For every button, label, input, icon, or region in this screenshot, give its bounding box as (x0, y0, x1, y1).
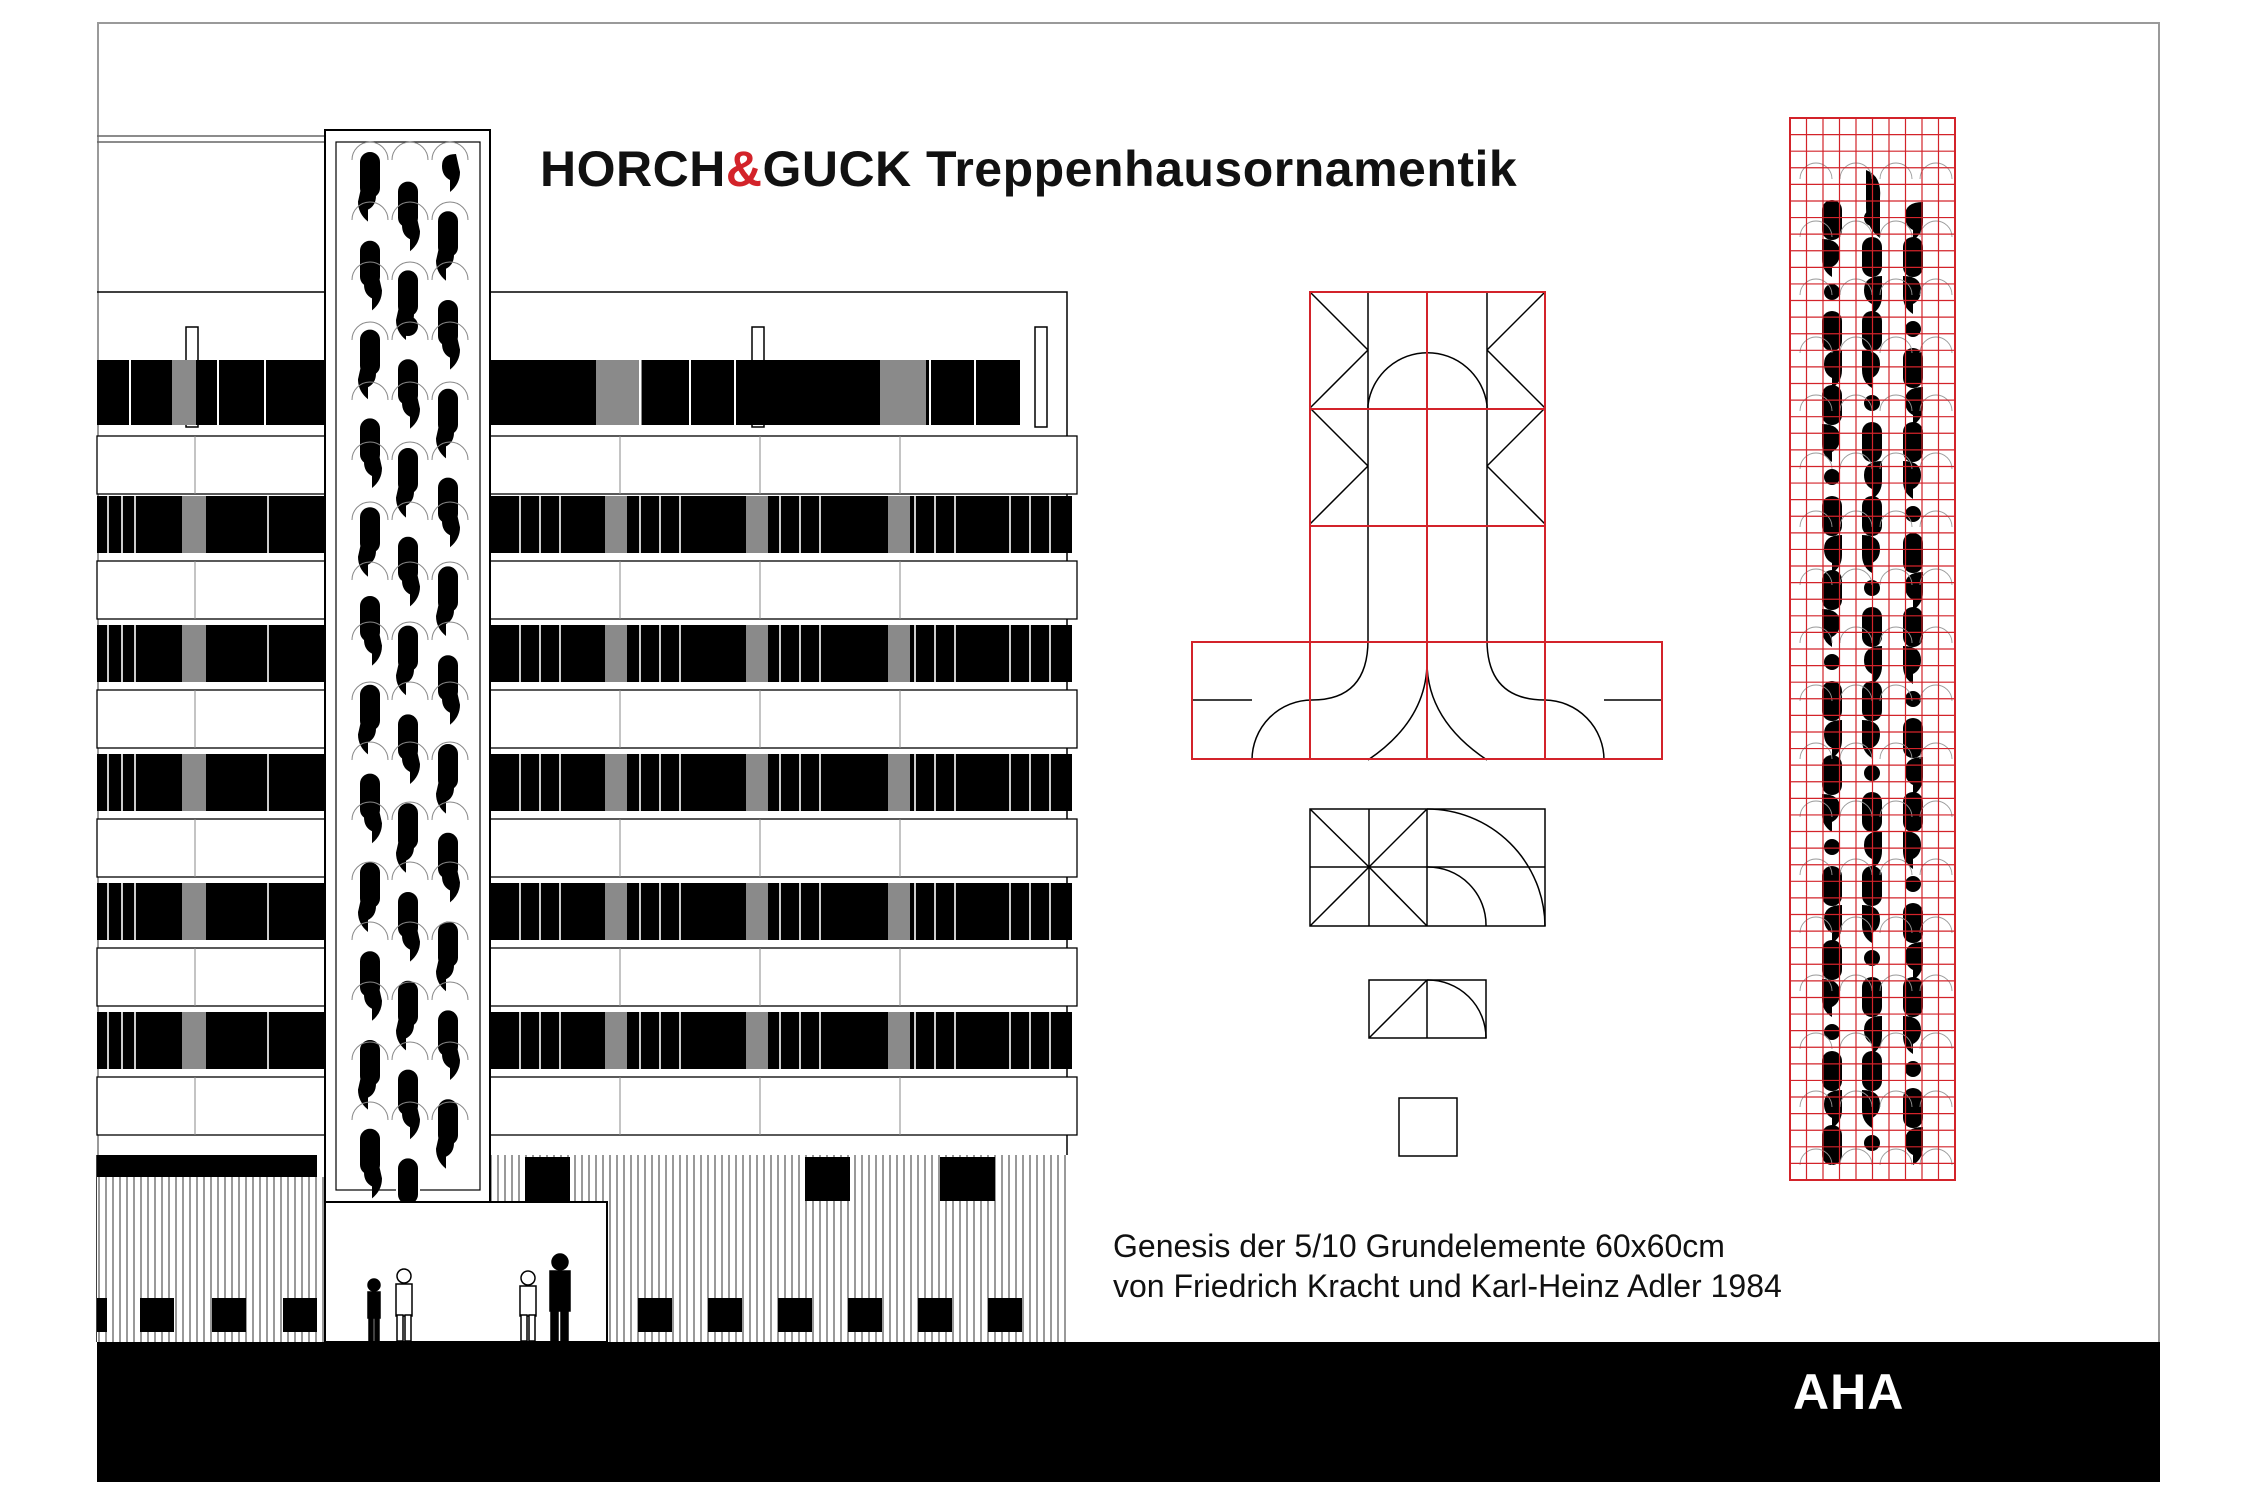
ground-window (283, 1298, 317, 1332)
gray-panel (182, 754, 206, 811)
ornament-opening (397, 1157, 419, 1205)
gray-panel (182, 496, 206, 553)
ornament-dot (1824, 839, 1840, 855)
gray-panel (746, 1012, 768, 1069)
basic-element-single (1399, 1098, 1457, 1156)
gray-panel (605, 496, 627, 553)
ornament-tracery (1920, 743, 1952, 759)
upper-window (805, 1157, 850, 1201)
ornament-drop (1905, 1127, 1923, 1165)
ornament-dot (398, 830, 418, 850)
ornament-drop (1862, 1090, 1880, 1128)
window-band (490, 360, 1020, 425)
ornament-red-grid (1790, 118, 1955, 1180)
gray-panel (880, 360, 926, 425)
gray-panel (888, 496, 910, 553)
gray-panel (605, 883, 627, 940)
gray-panel (605, 1012, 627, 1069)
ornament-dot (1905, 506, 1921, 522)
ornament-dot (1905, 321, 1921, 337)
ornament-dot (1824, 654, 1840, 670)
ornament-tracery (1800, 163, 1832, 179)
ornament-drop (1905, 757, 1923, 795)
gray-panel (746, 496, 768, 553)
basic-elements-row-4 (1310, 809, 1545, 926)
ornament-drop (1862, 350, 1880, 388)
stair-tower (325, 130, 490, 1205)
ornament-tracery (1920, 1033, 1952, 1049)
ornament-drop (1862, 535, 1880, 573)
window-band (97, 1155, 317, 1177)
spandrel-panel (97, 1077, 325, 1135)
basic-elements-row-2 (1369, 980, 1486, 1038)
page-title: HORCH&GUCK Treppenhausornamentik (540, 141, 1518, 197)
ground-window (778, 1298, 812, 1332)
genesis-t-element (1192, 292, 1662, 760)
ornament-tracery (1920, 279, 1952, 295)
ornament-drop (1822, 794, 1840, 832)
spandrel-panel (490, 819, 1077, 877)
upper-window (525, 1157, 570, 1201)
gray-panel (888, 883, 910, 940)
spandrel-panel (490, 436, 1077, 494)
spandrel-panel (490, 948, 1077, 1006)
ornament-tracery (1880, 1149, 1912, 1165)
ornament-drop (1822, 424, 1840, 462)
window-band (97, 1012, 325, 1069)
spandrel-panel (490, 561, 1077, 619)
gray-panel (182, 883, 206, 940)
ornament-grid-column (1790, 118, 1955, 1180)
ornament-drop (1866, 170, 1880, 238)
ornament-tracery (1920, 859, 1952, 875)
spandrel-panel (490, 1077, 1077, 1135)
ornament-tracery (1920, 511, 1952, 527)
gray-panel (746, 883, 768, 940)
ornament-tracery (1920, 395, 1952, 411)
spandrel-panel (490, 690, 1077, 748)
ornament-dot (398, 316, 418, 336)
gray-panel (605, 754, 627, 811)
facade-window-bands (97, 360, 1077, 1177)
gray-panel (746, 625, 768, 682)
upper-window (940, 1157, 995, 1201)
window-band (490, 496, 1072, 553)
ground-window (848, 1298, 882, 1332)
ground-window (708, 1298, 742, 1332)
caption-line-2: von Friedrich Kracht und Karl-Heinz Adler 1984 (1113, 1268, 1782, 1304)
footer-label: AHA (1793, 1364, 1905, 1420)
window-band (490, 1012, 1072, 1069)
spandrel-panel (97, 561, 325, 619)
window-band (97, 883, 325, 940)
ornament-tracery (1920, 1091, 1952, 1107)
ornament-drop (1822, 609, 1840, 647)
ornament-drop (1905, 572, 1923, 610)
gray-panel (182, 625, 206, 682)
gray-panel (605, 625, 627, 682)
title-ampersand: & (725, 141, 763, 197)
window-band (97, 360, 325, 425)
ground-window (988, 1298, 1022, 1332)
window-band (490, 754, 1072, 811)
caption-line-1: Genesis der 5/10 Grundelemente 60x60cm (1113, 1228, 1725, 1264)
gray-panel (746, 754, 768, 811)
ground-window (638, 1298, 672, 1332)
ornament-tracery (1920, 975, 1952, 991)
spandrel-panel (97, 690, 325, 748)
ground-window (918, 1298, 952, 1332)
ground-window (212, 1298, 246, 1332)
ornament-drop (1862, 905, 1880, 943)
spandrel-panel (97, 948, 325, 1006)
window-band (97, 625, 325, 682)
window-band (97, 754, 325, 811)
ornament-drop (1822, 239, 1840, 277)
spandrel-panel (97, 436, 325, 494)
gray-panel (596, 360, 642, 425)
ornament-tracery (1920, 1149, 1952, 1165)
window-band (97, 496, 325, 553)
gray-panel (888, 754, 910, 811)
ground-window (97, 1298, 107, 1332)
gray-panel (172, 360, 196, 425)
gray-panel (888, 625, 910, 682)
window-band (490, 883, 1072, 940)
gray-panel (182, 1012, 206, 1069)
ornament-tracery (1880, 163, 1912, 179)
gray-panel (888, 1012, 910, 1069)
spandrel-panel (97, 819, 325, 877)
ornament-tracery (1920, 163, 1952, 179)
window-band (490, 625, 1072, 682)
ground-window (140, 1298, 174, 1332)
ornament-dot (1824, 1024, 1840, 1040)
ornament-dot (1905, 876, 1921, 892)
ornament-tracery (1920, 627, 1952, 643)
